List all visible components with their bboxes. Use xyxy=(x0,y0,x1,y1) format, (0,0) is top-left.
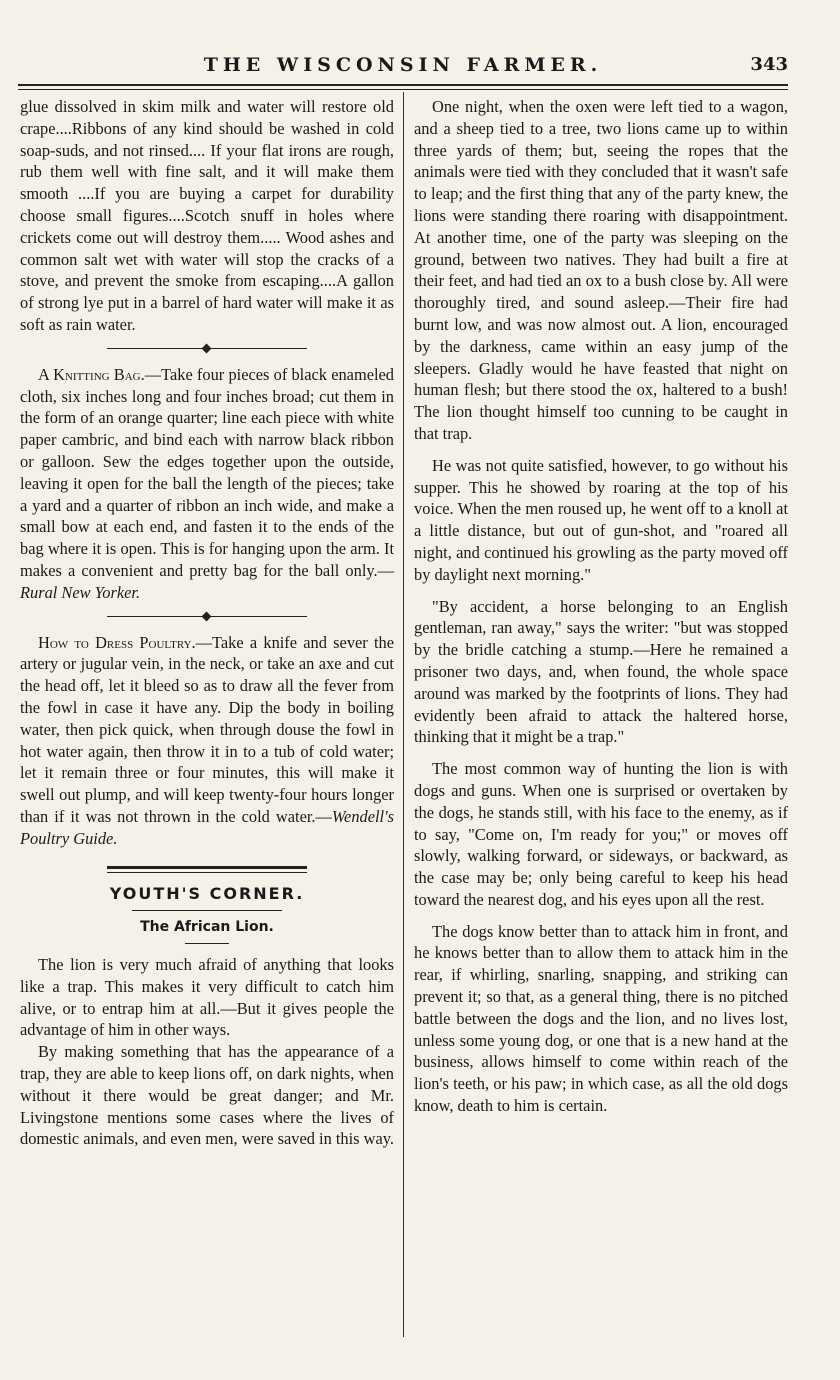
lion-paragraph-1: The lion is very much afraid of anything that looks like a trap. This makes it very difficult to catch him alive, or to entrap him at all.—But it gives people the advantage of him in other ways. xyxy=(20,955,394,1040)
tiny-rule xyxy=(185,943,229,944)
lion-paragraph-3: One night, when the oxen were left tied to a wagon, and a sheep tied to a tree, two lions came up to within three yards of them; but, seeing the ropes that the animals were tied with they concluded that it wasn't safe to leap; and the first thing that any of the party knew, the lions were standing there roaring with disappointment. At another time, one of the party was sleeping on the ground, between two natives. They had built a fire at their feet, and had tied an ox to a bush close by. All were thoroughly tired, and sound asleep.—Their fire had burnt low, and was now almost out. A lion, encouraged by the darkness, came within an easy jump of the sleepers. Gladly would he have feasted that night on human flesh; but there stood the ox, haltered to a bush! The lion thought himself too cunning to be caught in that trap. xyxy=(414,97,788,443)
knitting-bag-heading: A Knitting Bag. xyxy=(38,364,145,384)
ornament-divider xyxy=(107,612,307,622)
left-column xyxy=(20,96,394,1150)
lion-paragraph-2: By making something that has the appearance of a trap, they are able to keep lions off, on dark nights, when without it there would be great danger; and Mr. Livingstone mentions some cases where the lives of domestic animals, and even men, were saved in this way. xyxy=(20,1042,394,1149)
lion-paragraph-4: He was not quite satisfied, however, to go without his supper. This he showed by roaring at the top of his voice. When the men roused up, he went off to a knoll at a little distance, but out of gun-shot, and "roared all night, and continued his growling as the party moved off by daylight next morning." xyxy=(414,455,788,584)
masthead-title: THE WISCONSIN FARMER. xyxy=(203,54,603,76)
household-hints: glue dissolved in skim milk and water will restore old crape....Ribbons of any kind should be washed in cold soap-suds, and not rinsed.... If your flat irons are rough, rub them well with fine salt, and it will make them smooth ....If you are buying a carpet for durability choose small figures....Scotch snuff in holes where crickets come out will destroy them..... Wood ashes and common salt wet with water will stop the cracks of a stove, and prevent the smoke from escaping....A gallon of strong lye put in a barrel of hard water will make it as soft as rain water. xyxy=(20,97,394,334)
page-header xyxy=(18,50,788,80)
page-number: 343 xyxy=(750,54,788,75)
right-column xyxy=(414,96,788,1117)
ornament-divider xyxy=(107,344,307,354)
section-heading: YOUTH'S CORNER. xyxy=(109,883,305,903)
lion-paragraph-6: The most common way of hunting the lion is with dogs and guns. When one is surprised or overtaken by the dogs, he stands still, with his face to the enemy, as if to say, "Come on, I'm ready for you;" or moves off slowly, walking forward, or sideways, or backward, as the case may be; only being careful to keep his head toward the nearest dog, and his eyes upon all the rest. xyxy=(414,759,788,909)
column-divider xyxy=(403,92,404,1337)
knitting-bag-source: Rural New Yorker. xyxy=(20,582,141,602)
article-title: The African Lion. xyxy=(140,919,274,936)
poultry-source: Wendell's Poultry Guide. xyxy=(20,806,394,848)
lion-paragraph-7: The dogs know better than to attack him in front, and he knows better than to allow them to attack him in the rear, if whirling, snarling, snapping, and striking can prevent it; so that, as a general thing, there is no pitched battle between the dogs and the lion, and no lives lost, unless some young dog, or one that is a new hand at the business, allows himself to come within reach of the lion's teeth, or his paw; in which case, as all the old dogs know, death to him is certain. xyxy=(414,921,788,1116)
knitting-bag-article xyxy=(20,364,394,604)
header-rule-thin xyxy=(18,89,788,90)
short-rule xyxy=(132,910,282,911)
knitting-bag-body: —Take four pieces of black enameled cloth, six inches long and four inches broad; cut them in the form of an orange quarter; line each piece with white paper cambric, and bind each with narrow black ribbon or galloon. Sew the edges together upon the outside, leaving it open for the ball the length of the pieces; take a yard and a quarter of ribbon an inch wide, and make a small bow at each end, and fasten it to the ends of the bag where it is open. This is for hanging upon the arm. It makes a convenient and pretty bag for the ball only.— xyxy=(20,364,394,580)
section-rules xyxy=(107,866,307,873)
poultry-heading: How to Dress Poultry. xyxy=(38,632,196,652)
header-rule xyxy=(18,84,788,86)
poultry-article xyxy=(20,632,394,850)
poultry-body: —Take a knife and sever the artery or jugular vein, in the neck, or take an axe and cut the head off, let it bleed so as to draw all the fever from the fowl in case it have any. Dip the body in boiling water, then pick quick, when through douse the fowl in hot water again, then throw it in to a tub of cold water; let it remain three or four minutes, this will make it swell out plump, and will keep twenty-four hours longer than if it was not thrown in the cold water.— xyxy=(20,632,394,826)
lion-paragraph-5: "By accident, a horse belonging to an English gentleman, ran away," says the writer: "but was stopped by the bridle catching a stump.—Here he remained a prisoner two days, and, when found, the whole space around was marked by the footprints of lions. They had evidently been afraid to attack the haltered horse, thinking that it might be a trap." xyxy=(414,596,788,747)
